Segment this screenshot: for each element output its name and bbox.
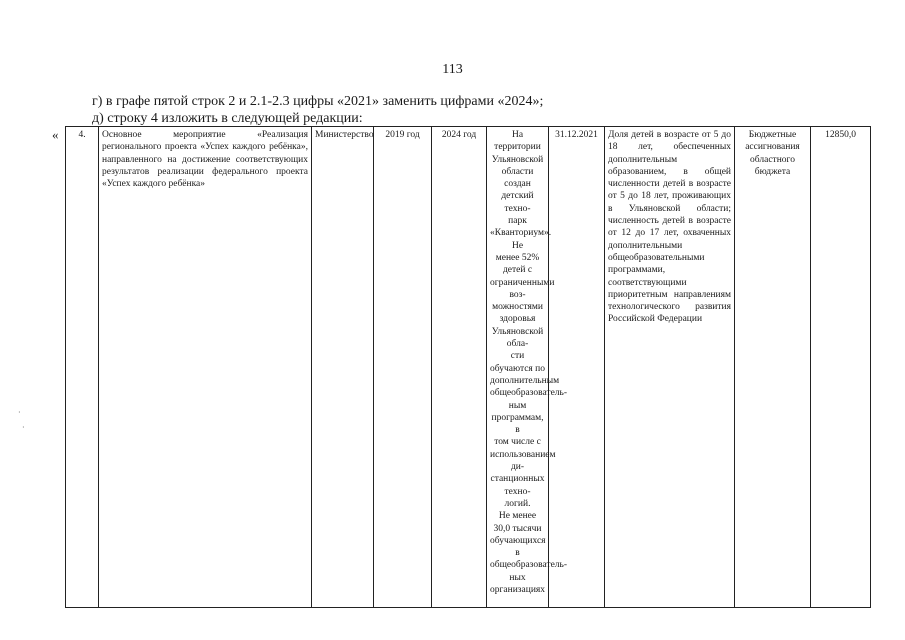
plan-table — [65, 126, 871, 608]
opening-quote: « — [52, 127, 59, 142]
result-line: создан детский техно- — [501, 179, 534, 214]
result-line: ных организациях — [490, 572, 546, 595]
result-line: На территории Ульяновской — [491, 130, 544, 165]
end-year-cell: 2024 год — [432, 127, 487, 608]
paragraph-g: г) в графе пятой строк 2 и 2.1-2.3 цифры «2021» заменить цифрами «2024»; — [92, 94, 544, 109]
funding-source-cell: Бюджетные ассигнования областного бюджета — [735, 127, 811, 608]
result-line: 30,0 тысячи — [493, 523, 542, 534]
row-number-cell: 4. — [66, 127, 99, 608]
page-number: 113 — [442, 62, 463, 77]
result-line: логий. — [504, 498, 531, 509]
expected-result-cell — [487, 127, 568, 608]
table-row — [66, 127, 871, 608]
result-line: использованием ди- — [490, 449, 556, 473]
result-line: «Кванториум». Не — [490, 228, 552, 251]
result-line: Не менее — [498, 511, 537, 522]
date-cell: 31.12.2021 — [549, 127, 605, 608]
result-line: обучающихся в — [490, 535, 546, 559]
result-line: детей с — [502, 265, 533, 276]
result-line: станционных техно- — [490, 474, 545, 497]
paragraph-d: д) строку 4 изложить в следующей редакции: — [92, 111, 363, 126]
result-line: ным программам, в — [491, 400, 544, 436]
result-line: Ульяновской обла- — [491, 326, 544, 350]
result-line: можностями здоровья — [492, 302, 543, 325]
result-line: сти обучаются по — [490, 351, 546, 374]
result-line: парк — [508, 216, 527, 227]
scan-speck: · — [22, 423, 25, 432]
result-line: общеобразователь- — [490, 388, 568, 399]
amount-cell: 12850,0 — [811, 127, 871, 608]
result-line: общеобразователь- — [490, 560, 568, 571]
result-line: области — [501, 166, 534, 177]
executor-cell: Министерство — [312, 127, 374, 608]
scan-speck: · — [18, 408, 21, 417]
indicator-cell: Доля детей в возрасте от 5 до 18 лет, обеспеченных дополнительным образованием, в общей численности детей в возрасте от 5 до 18 лет, проживающих в Ульяновской области; численность детей в возрасте от 12 до 17 лет, охваченных дополнительными общеобразовательными программами, соответствующими приоритетным направлениям технологического развития Российской Федерации — [605, 127, 735, 608]
result-line: ограниченными воз- — [490, 277, 555, 300]
start-year-cell: 2019 год — [374, 127, 432, 608]
result-line: менее 52% — [495, 252, 540, 263]
result-line: дополнительным — [490, 375, 560, 386]
result-line: том числе с — [494, 437, 541, 448]
activity-title-cell: Основное мероприятие «Реализация регионального проекта «Успех каждого ребёнка», направленного на достижение соответствующих результатов реализации федерального проекта «Успех каждого ребёнка» — [99, 127, 312, 608]
